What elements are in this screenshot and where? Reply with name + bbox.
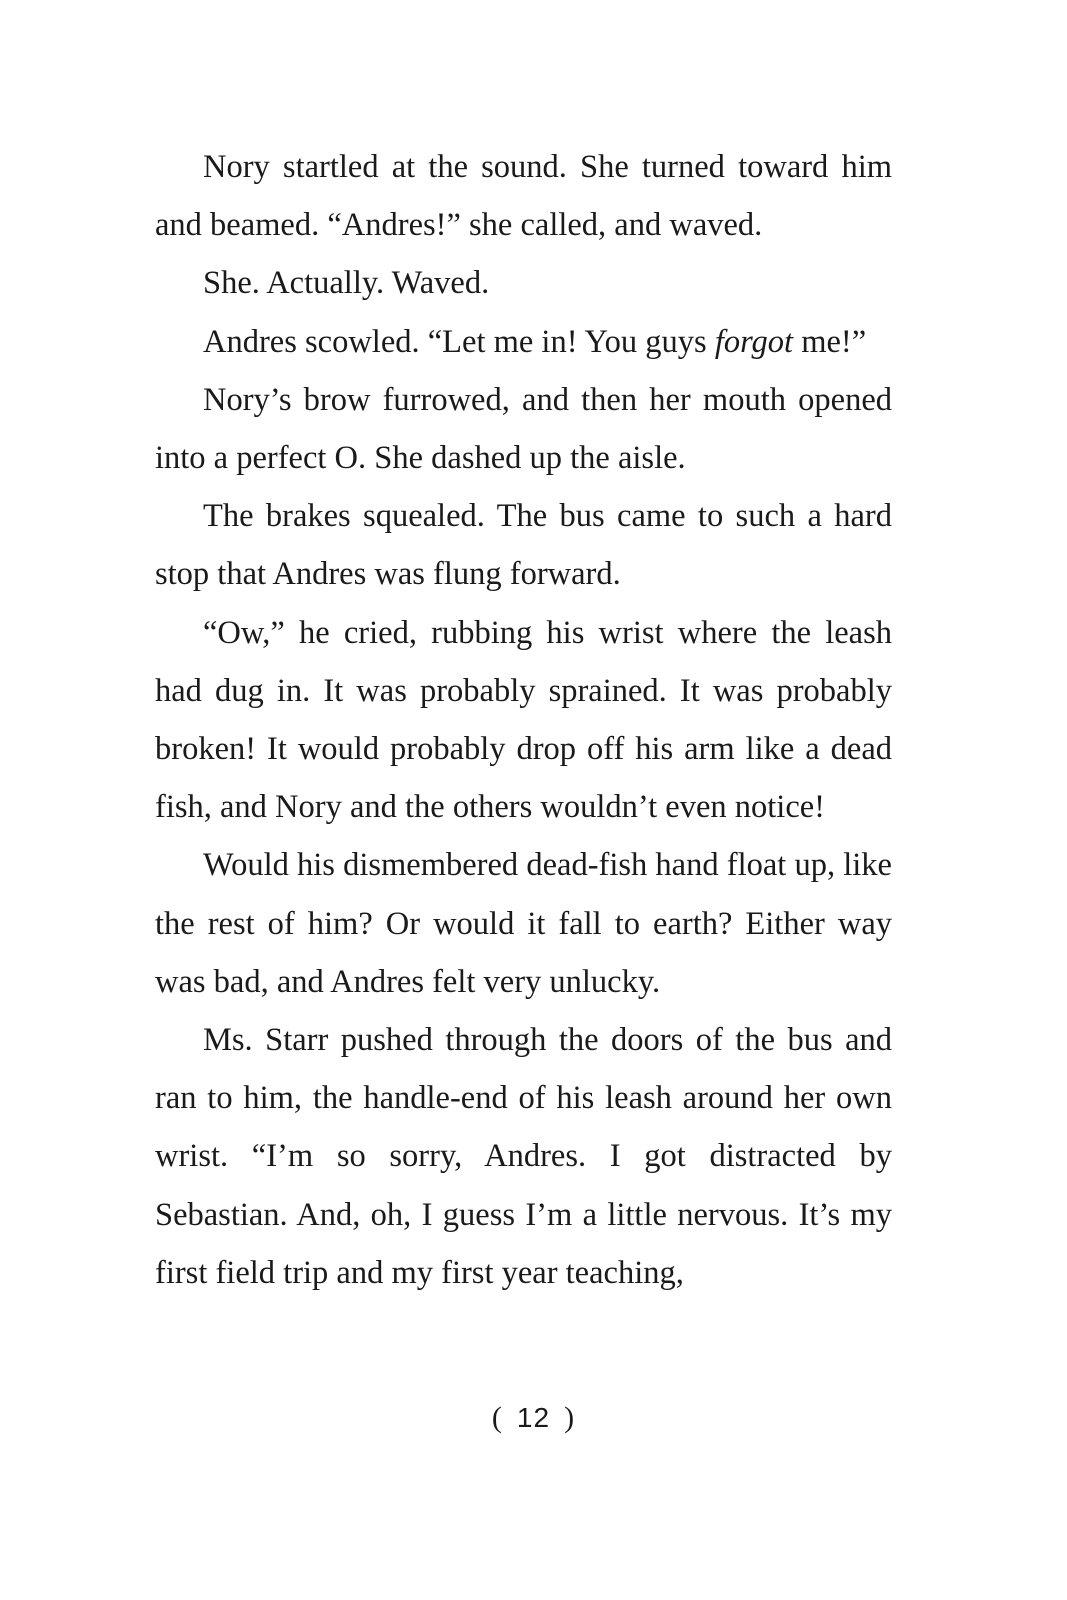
paragraph-3-before: Andres scowled. “Let me in! You guys [203, 323, 715, 360]
paragraph-2: She. Actually. Waved. [203, 265, 490, 302]
page-number-close-paren: ) [564, 1401, 576, 1434]
paragraph-1: Nory startled at the sound. She turned toward him and beamed. “Andres!” she called, and waved. [155, 149, 892, 244]
paragraph-4: Nory’s brow furrowed, and then her mouth opened into a perfect O. She dashed up the aisle. [155, 381, 892, 477]
paragraph-7: Would his dismembered dead-fish hand float up, like the rest of him? Or would it fall to earth? Either way was bad, and Andres felt very unlucky. [155, 847, 892, 1000]
page-number [0, 1398, 1067, 1438]
paragraph-5: The brakes squealed. The bus came to such a hard stop that Andres was flung forward. [155, 498, 892, 593]
paragraph-3 [155, 313, 892, 371]
paragraph-8: Ms. Starr pushed through the doors of the bus and ran to him, the handle-end of his leash around her own wrist. “I’m so sorry, Andres. I got distracted by Sebastian. And, oh, I guess I’m a little nervous. It’s my first field trip and my first year teaching, [155, 1022, 892, 1291]
emphasis-forgot: forgot [714, 323, 794, 360]
paragraph-6: “Ow,” he cried, rubbing his wrist where the leash had dug in. It was probably sprained. It was probably broken! It would probably drop off his arm like a dead fish, and Nory and the others wouldn’t even notice! [155, 614, 892, 826]
page-number-value: 12 [516, 1402, 551, 1433]
paragraph-3-after: me!” [793, 323, 867, 360]
page-number-open-paren: ( [491, 1401, 503, 1434]
page-body [155, 138, 892, 1302]
